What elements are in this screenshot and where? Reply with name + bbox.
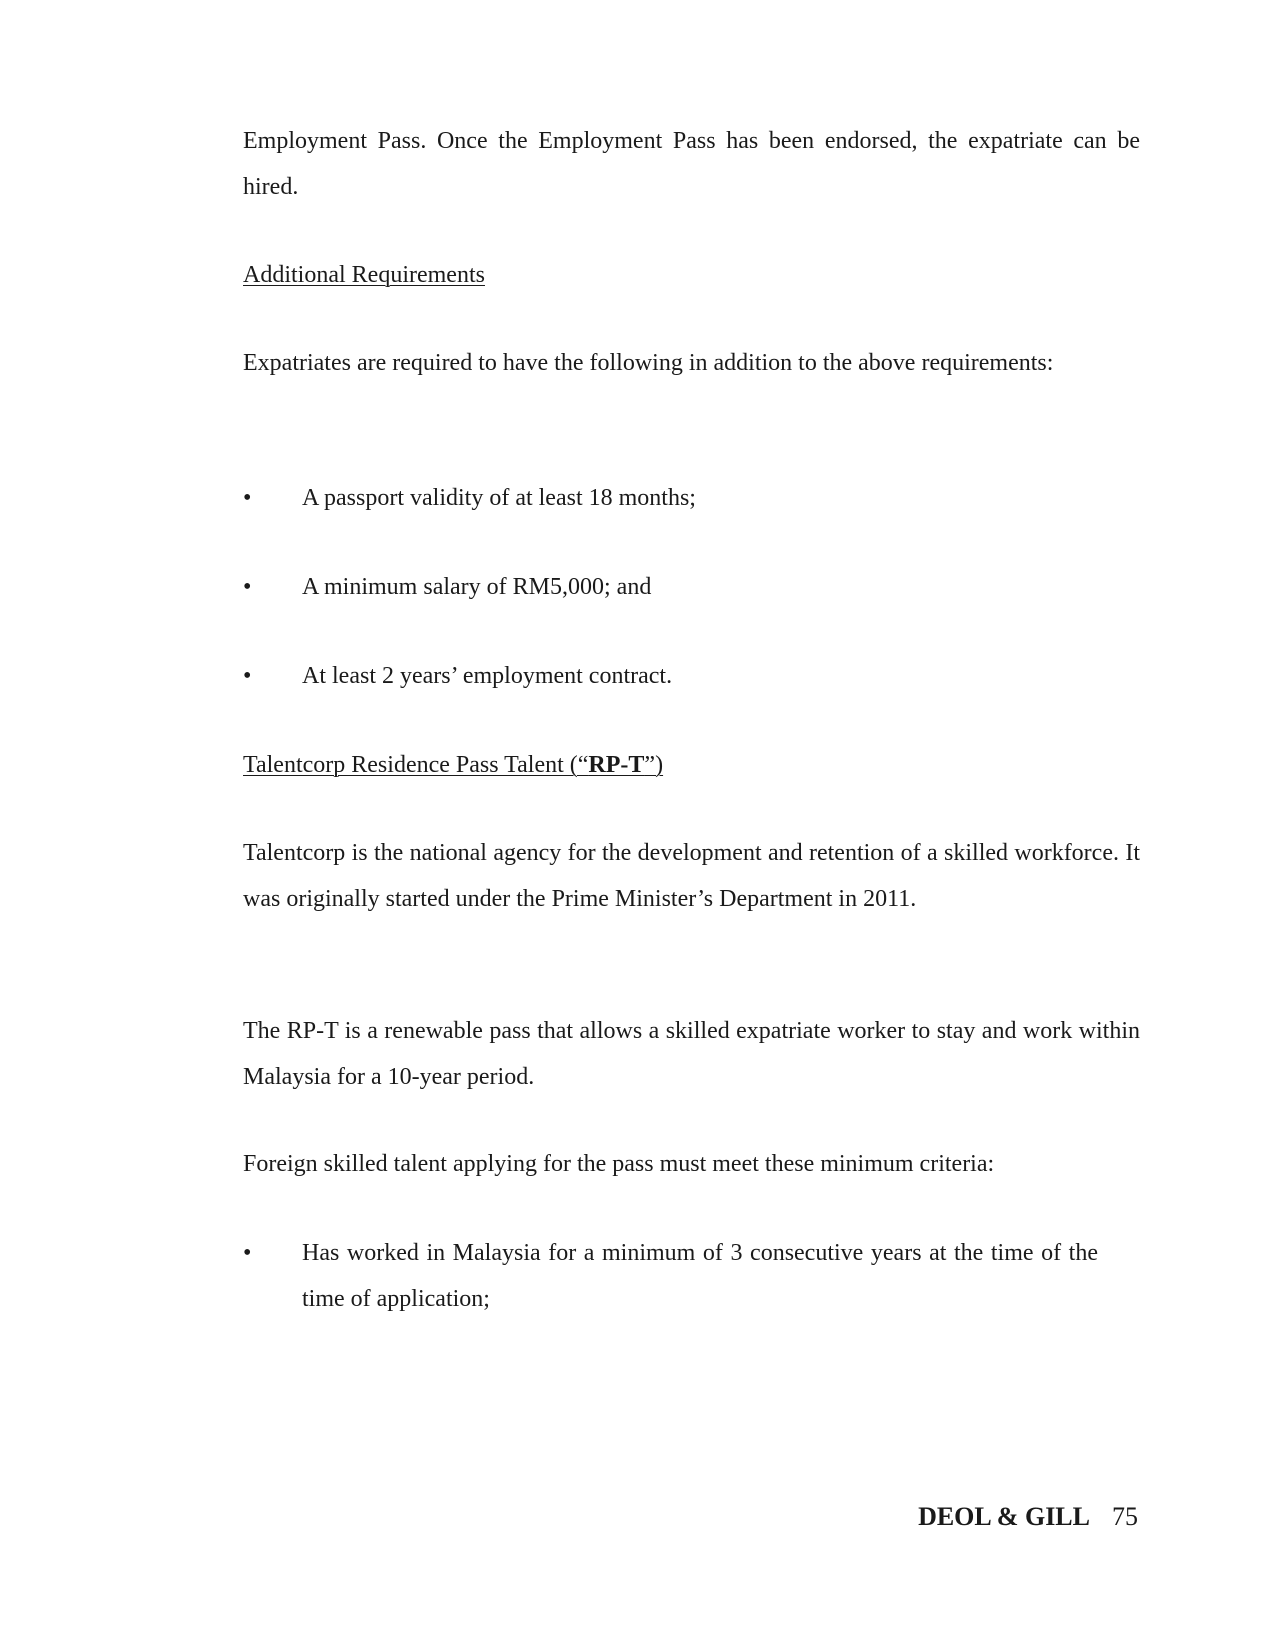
bullet-icon: • — [243, 574, 252, 600]
list-item-text: A passport validity of at least 18 months; — [302, 485, 696, 511]
heading-prefix: Talentcorp Residence Pass Talent (“ — [243, 752, 589, 778]
talentcorp-paragraph: Talentcorp is the national agency for the development and retention of a skilled workforce. It was originally started under the Prime Minister’s Department in 2011. — [243, 840, 1140, 912]
heading-bold-term: RP-T — [588, 752, 645, 778]
list-item-text: Has worked in Malaysia for a minimum of 3 consecutive years at the time of the time of application; — [302, 1240, 1098, 1312]
bullet-icon: • — [243, 485, 252, 511]
rp-t-paragraph: The RP-T is a renewable pass that allows a skilled expatriate worker to stay and work within Malaysia for a 10-year period. — [243, 1018, 1140, 1090]
list-item-text: At least 2 years’ employment contract. — [302, 663, 673, 689]
firm-name: DEOL & GILL — [918, 1502, 1090, 1531]
criteria-intro-paragraph: Foreign skilled talent applying for the pass must meet these minimum criteria: — [243, 1151, 995, 1177]
additional-requirements-paragraph: Expatriates are required to have the following in addition to the above requirements: — [243, 350, 1054, 376]
bullet-icon: • — [243, 1240, 252, 1266]
bullet-icon: • — [243, 663, 252, 689]
page-footer — [918, 1501, 1138, 1533]
intro-paragraph: Employment Pass. Once the Employment Pass has been endorsed, the expatriate can be hired. — [243, 128, 1140, 200]
heading-suffix: ”) — [644, 752, 664, 778]
section-heading-additional-requirements: Additional Requirements — [243, 262, 485, 288]
section-heading-rp-t — [243, 742, 1140, 788]
page-number: 75 — [1112, 1502, 1138, 1531]
list-item-text: A minimum salary of RM5,000; and — [302, 574, 652, 600]
